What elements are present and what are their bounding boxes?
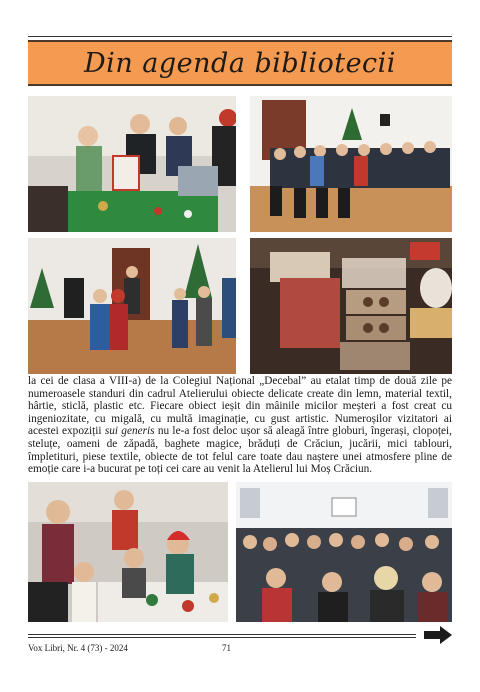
photo-choir-performance xyxy=(250,96,452,232)
section-banner xyxy=(28,40,452,86)
article-text-italic: sui generis xyxy=(104,425,155,438)
article-text xyxy=(28,375,452,476)
right-arrow-icon[interactable] xyxy=(424,626,452,644)
publication-info: Vox Libri, Nr. 4 (73) - 2024 xyxy=(28,643,128,653)
photo-cookies-table xyxy=(250,238,452,374)
article-text-part1: la cei de clasa a VIII-a) de la Colegiul Național „Decebal” au etalat timp de două zile pe numeroasele standuri din cadrul Atelierului obiecte delicate create din lemn, material textil, hârtie, sticlă, plastic etc. Fiecare obiect ieșit din mâinile micilor meșteri a fost creat cu ingeniozitate, cu migală, cu multă imaginație, cu gust artistic. Numeroșilor vizitatori ai acestei expoziții xyxy=(28,375,452,438)
top-rule xyxy=(28,36,452,37)
photo-audience-hall xyxy=(236,482,452,622)
footer-rule xyxy=(28,634,416,635)
page-number: 71 xyxy=(222,643,231,653)
page-title: Din agenda bibliotecii xyxy=(84,47,396,79)
photo-stage-performers xyxy=(28,238,236,374)
photo-children-craft-table xyxy=(28,96,236,232)
photo-children-santa-hats xyxy=(28,482,228,622)
footer-rule-secondary xyxy=(28,637,416,638)
article-text-part2: nu le-a fost deloc ușor să aleagă între globuri, îngerași, clopoței, steluțe, oameni de zăpadă, baghete magice, brăduți de Crăciun, jucării, mici tablouri, împletituri, piese textile, obiecte de tot felul care toate dau naștere unei atmosfere pline de emoție care i-a bucurat pe toți cei care au venit la Atelierul lui Moș Crăciun. xyxy=(28,425,452,476)
